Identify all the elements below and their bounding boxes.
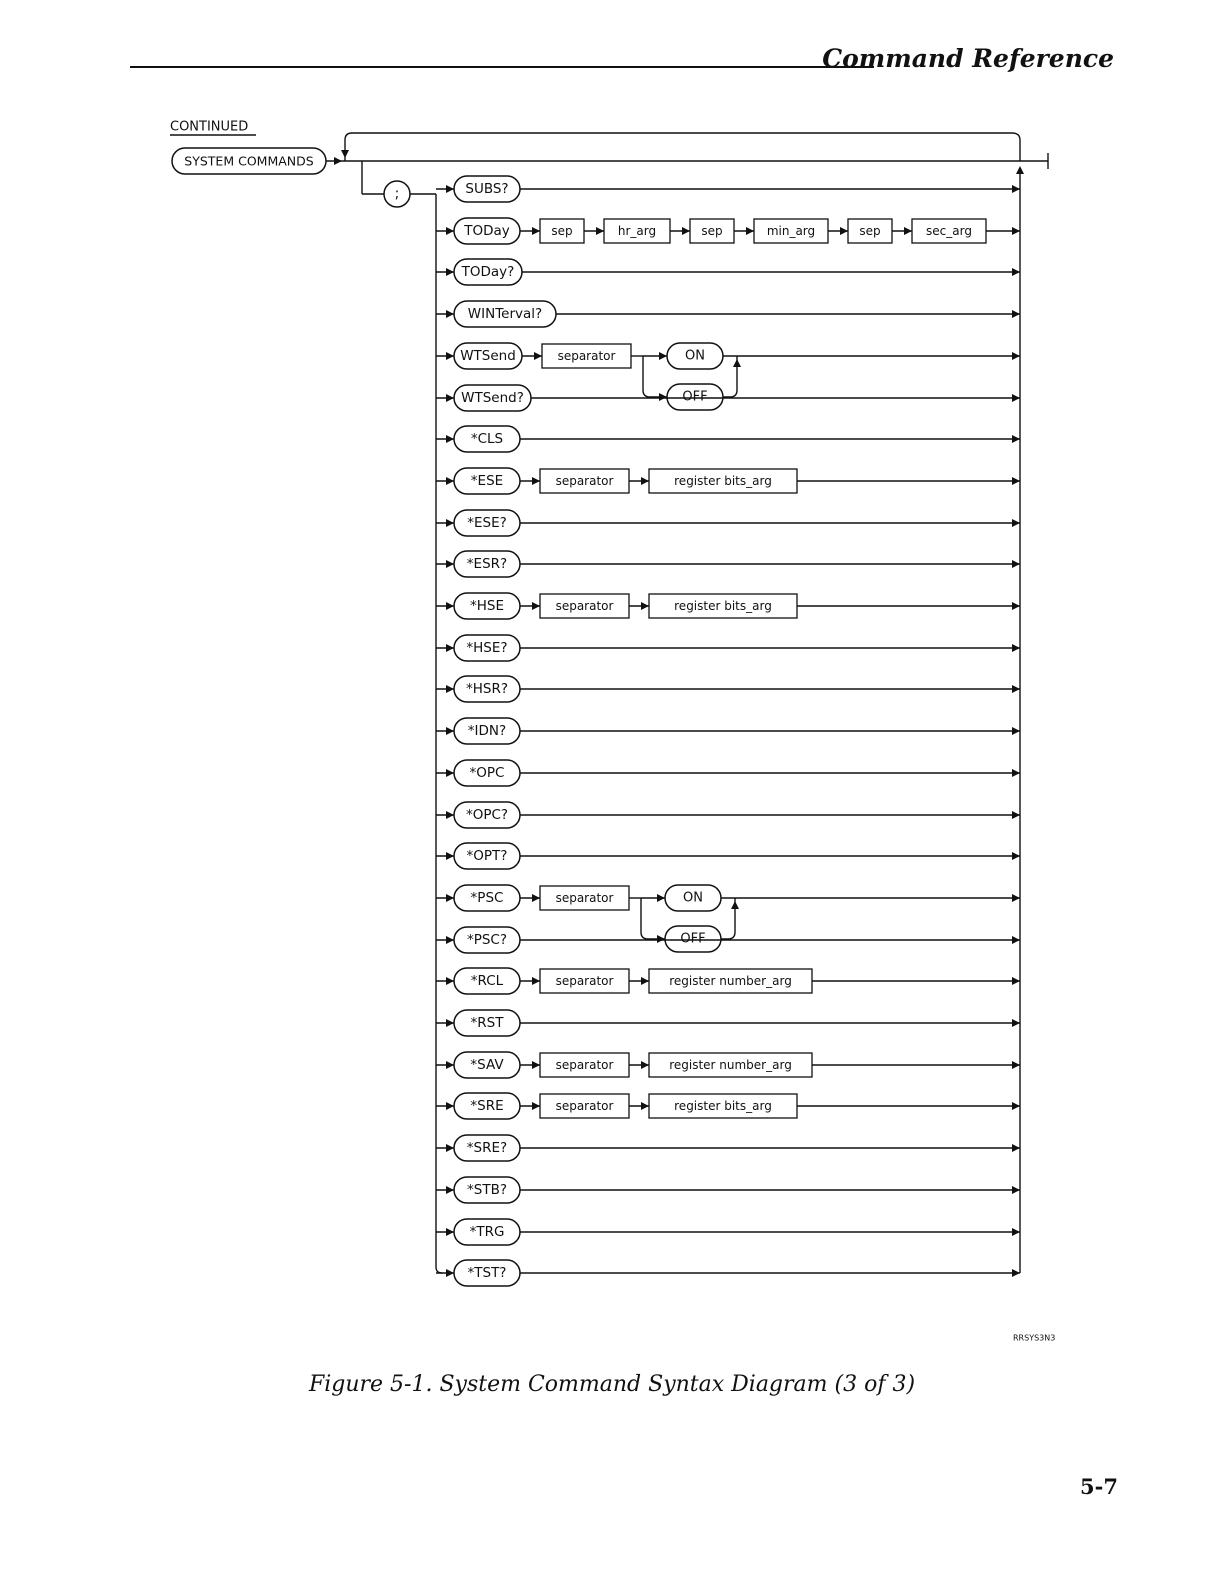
row-entry-arrow xyxy=(446,1061,454,1069)
argument-label: register number_arg xyxy=(669,1058,792,1072)
root-label: SYSTEM COMMANDS xyxy=(184,153,314,169)
command-label: *ESE? xyxy=(467,515,507,531)
argument-label: separator xyxy=(555,599,614,613)
row-entry-arrow xyxy=(446,310,454,318)
row-exit-arrow xyxy=(1012,685,1020,693)
argument-label: sep xyxy=(551,224,573,238)
arg-arrow xyxy=(641,1061,649,1069)
row-exit-arrow xyxy=(1012,394,1020,402)
row-entry-arrow xyxy=(446,644,454,652)
row-entry-arrow xyxy=(446,227,454,235)
command-label: *RST xyxy=(470,1015,504,1031)
command-label: *SRE? xyxy=(466,1140,508,1156)
command-label: *HSE? xyxy=(466,640,508,656)
row-entry-arrow xyxy=(446,602,454,610)
row-exit-arrow xyxy=(1012,1144,1020,1152)
command-label: SUBS? xyxy=(465,181,509,197)
row-entry-arrow xyxy=(446,1186,454,1194)
row-entry-arrow xyxy=(446,1019,454,1027)
command-label: TODay xyxy=(464,223,510,239)
row-exit-arrow xyxy=(1012,352,1020,360)
row-entry-arrow xyxy=(446,852,454,860)
row-entry-arrow xyxy=(446,185,454,193)
row-entry-arrow xyxy=(446,1102,454,1110)
command-label: *SRE xyxy=(470,1098,504,1114)
row-exit-arrow xyxy=(1012,977,1020,985)
row-exit-arrow xyxy=(1012,1228,1020,1236)
command-label: *OPC xyxy=(469,765,505,781)
command-label: *HSR? xyxy=(465,681,509,697)
row-exit-arrow xyxy=(1012,310,1020,318)
arg-arrow xyxy=(641,477,649,485)
row-entry-arrow xyxy=(446,477,454,485)
command-label: *ESR? xyxy=(466,556,508,572)
arg-arrow xyxy=(641,977,649,985)
command-label: *STB? xyxy=(467,1182,507,1198)
left-trunk-corner xyxy=(436,1267,442,1273)
row-entry-arrow xyxy=(446,1144,454,1152)
command-label: *SAV xyxy=(470,1057,504,1073)
row-exit-arrow xyxy=(1012,1186,1020,1194)
command-label: *TST? xyxy=(467,1265,507,1281)
argument-label: register bits_arg xyxy=(674,474,772,488)
choice-arrow xyxy=(659,393,667,401)
row-entry-arrow xyxy=(446,977,454,985)
row-entry-arrow xyxy=(446,1269,454,1277)
arg-arrow xyxy=(596,227,604,235)
command-label: TODay? xyxy=(461,264,515,280)
command-label: WTSend? xyxy=(461,390,524,406)
row-entry-arrow xyxy=(446,811,454,819)
choice-arrow xyxy=(657,935,665,943)
arg-arrow xyxy=(532,1061,540,1069)
argument-label: sep xyxy=(701,224,723,238)
row-entry-arrow xyxy=(446,894,454,902)
command-label: *ESE xyxy=(470,473,504,489)
command-label: *TRG xyxy=(469,1224,505,1240)
row-exit-arrow xyxy=(1012,519,1020,527)
row-entry-arrow xyxy=(446,268,454,276)
arg-arrow xyxy=(532,227,540,235)
choice-branch xyxy=(641,898,665,939)
arg-arrow xyxy=(532,1102,540,1110)
row-exit-arrow xyxy=(1012,1061,1020,1069)
row-exit-arrow xyxy=(1012,811,1020,819)
row-exit-arrow xyxy=(1012,185,1020,193)
row-exit-arrow xyxy=(1012,894,1020,902)
argument-label: separator xyxy=(555,974,614,988)
choice-merge xyxy=(723,356,737,397)
row-exit-arrow xyxy=(1012,477,1020,485)
arg-arrow xyxy=(534,352,542,360)
row-exit-arrow xyxy=(1012,602,1020,610)
row-exit-arrow xyxy=(1012,435,1020,443)
row-exit-arrow xyxy=(1012,644,1020,652)
arg-arrow xyxy=(904,227,912,235)
row-exit-arrow xyxy=(1012,936,1020,944)
row-entry-arrow xyxy=(446,1228,454,1236)
row-entry-arrow xyxy=(446,519,454,527)
merge-arrow xyxy=(733,359,741,367)
figure-caption: Figure 5-1. System Command Syntax Diagram (3 of 3) xyxy=(308,1372,916,1397)
command-label: *PSC? xyxy=(466,932,508,948)
row-entry-arrow xyxy=(446,560,454,568)
arg-arrow xyxy=(682,227,690,235)
argument-label: separator xyxy=(555,1058,614,1072)
choice-merge xyxy=(721,898,735,939)
row-entry-arrow xyxy=(446,685,454,693)
argument-label: register bits_arg xyxy=(674,1099,772,1113)
choice-arrow xyxy=(659,352,667,360)
argument-label: register number_arg xyxy=(669,974,792,988)
argument-label: separator xyxy=(557,349,616,363)
choice-arrow xyxy=(657,894,665,902)
separator-symbol: ; xyxy=(394,186,400,202)
argument-label: sep xyxy=(859,224,881,238)
choice-label: ON xyxy=(685,348,705,364)
arg-arrow xyxy=(641,602,649,610)
choice-label: OFF xyxy=(682,389,708,405)
argument-label: min_arg xyxy=(766,224,816,238)
row-entry-arrow xyxy=(446,352,454,360)
arg-arrow xyxy=(641,1102,649,1110)
row-exit-arrow xyxy=(1012,1019,1020,1027)
row-exit-arrow xyxy=(1012,1269,1020,1277)
loop-back-path xyxy=(345,133,1020,161)
row-exit-arrow xyxy=(1012,852,1020,860)
choice-label: OFF xyxy=(680,931,706,947)
row-exit-arrow xyxy=(1012,227,1020,235)
argument-label: register bits_arg xyxy=(674,599,772,613)
row-entry-arrow xyxy=(446,727,454,735)
row-exit-arrow xyxy=(1012,727,1020,735)
argument-label: sec_arg xyxy=(926,224,972,238)
arg-arrow xyxy=(746,227,754,235)
arg-arrow xyxy=(532,894,540,902)
argument-label: separator xyxy=(555,1099,614,1113)
argument-label: separator xyxy=(555,474,614,488)
arg-arrow xyxy=(532,602,540,610)
command-label: *HSE xyxy=(469,598,505,614)
row-entry-arrow xyxy=(446,769,454,777)
main-arrow xyxy=(334,157,342,165)
command-label: *OPT? xyxy=(466,848,508,864)
continued-label: CONTINUED xyxy=(170,119,249,135)
argument-label: separator xyxy=(555,891,614,905)
row-entry-arrow xyxy=(446,435,454,443)
command-label: *RCL xyxy=(470,973,504,989)
arg-arrow xyxy=(840,227,848,235)
row-exit-arrow xyxy=(1012,1102,1020,1110)
command-label: *PSC xyxy=(470,890,504,906)
choice-branch xyxy=(643,356,667,397)
row-exit-arrow xyxy=(1012,268,1020,276)
loop-back-arrow xyxy=(341,150,349,158)
command-label: *IDN? xyxy=(467,723,507,739)
merge-arrow xyxy=(731,901,739,909)
row-entry-arrow xyxy=(446,394,454,402)
row-entry-arrow xyxy=(446,936,454,944)
argument-label: hr_arg xyxy=(617,224,657,238)
row-exit-arrow xyxy=(1012,560,1020,568)
arg-arrow xyxy=(532,477,540,485)
command-label: WINTerval? xyxy=(467,306,543,322)
arg-arrow xyxy=(532,977,540,985)
command-label: *OPC? xyxy=(465,807,509,823)
row-exit-arrow xyxy=(1012,769,1020,777)
command-label: WTSend xyxy=(460,348,516,364)
header-title: Command Reference xyxy=(822,44,1114,73)
figure-code: RRSYS3N3 xyxy=(1013,1333,1056,1343)
choice-label: ON xyxy=(683,890,703,906)
page-number: 5-7 xyxy=(1080,1474,1118,1499)
command-label: *CLS xyxy=(470,431,504,447)
